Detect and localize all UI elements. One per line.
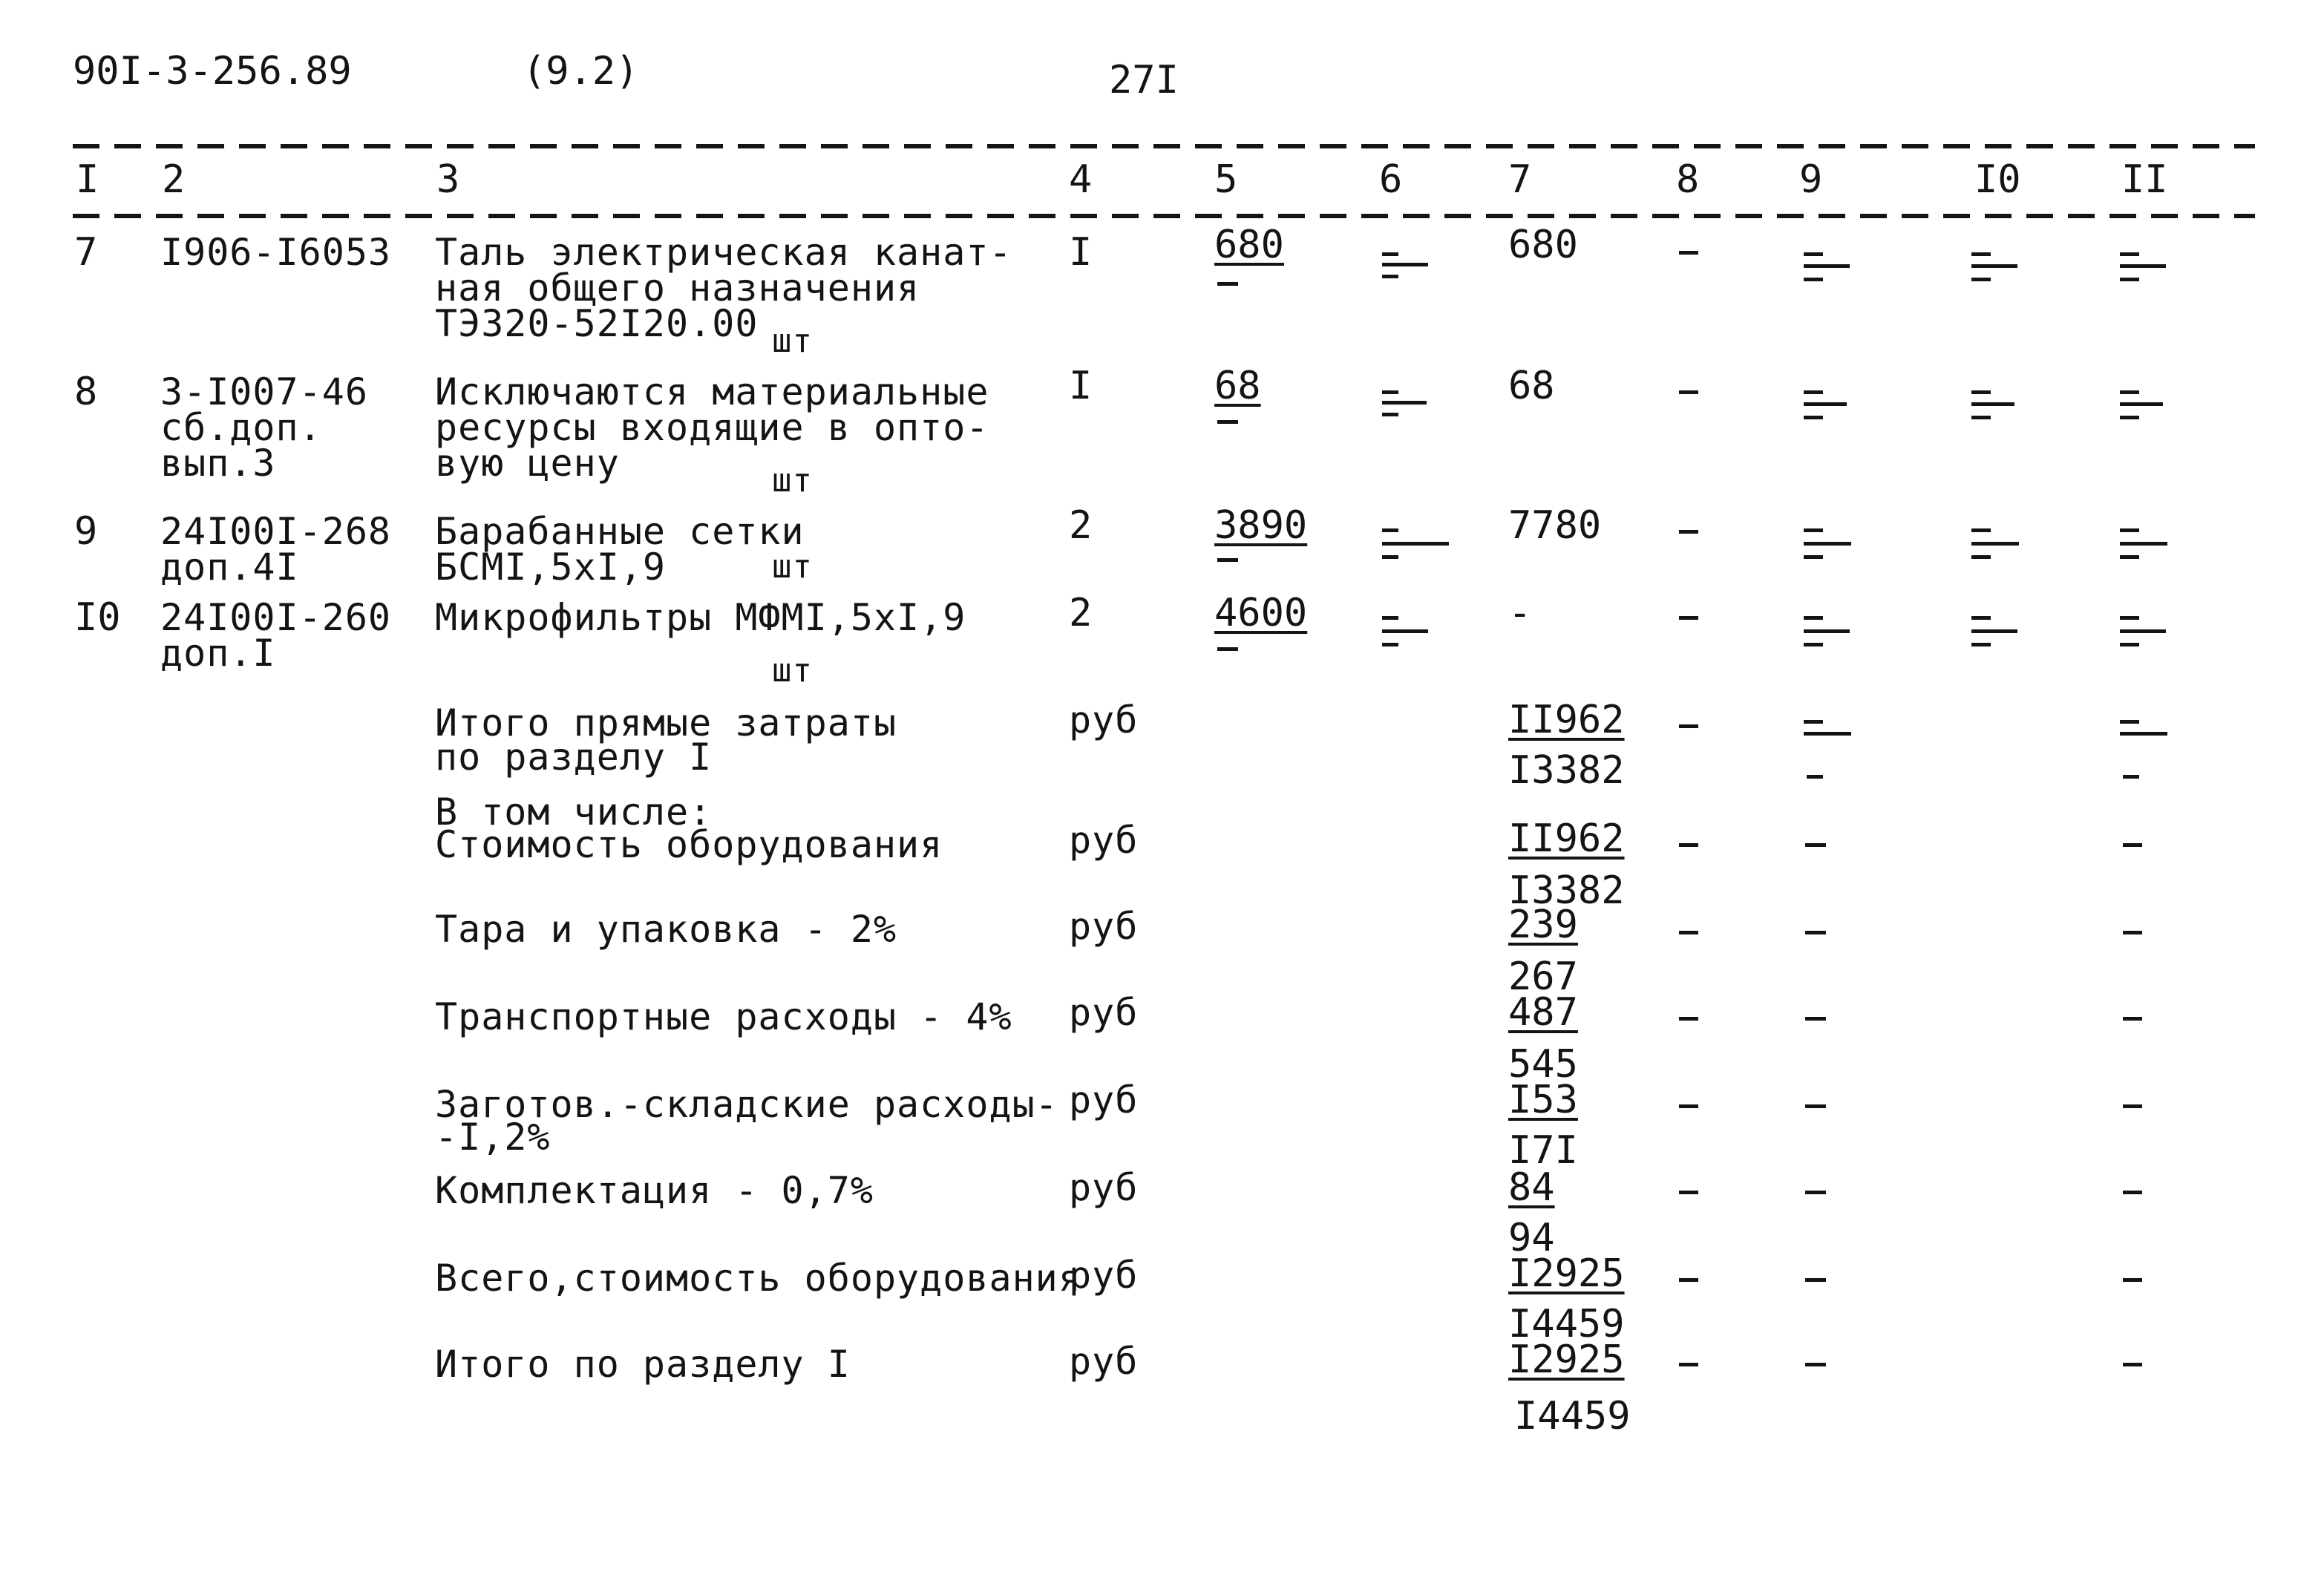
summary-lower-value: I4459 <box>1508 1302 1625 1346</box>
unit-of-measure: шт <box>772 548 813 586</box>
dash-mark <box>1217 647 1238 651</box>
quantity: 2 <box>1069 591 1093 635</box>
summary-upper-value: 487 <box>1508 990 1578 1035</box>
column-header-9: 9 <box>1799 157 1823 202</box>
quantity: I <box>1069 364 1093 408</box>
unit-price: 3890 <box>1214 503 1308 548</box>
equals-mark <box>2120 528 2157 566</box>
summary-upper-value: II962 <box>1508 698 1625 742</box>
summary-label: Заготов.-складские расходы- <box>435 1083 1058 1126</box>
equals-mark <box>1971 252 2009 289</box>
summary-label: Итого по разделу I <box>435 1343 851 1386</box>
summary-label: Тара и упаковка - 2% <box>435 908 897 951</box>
summary-lower-value: 267 <box>1508 955 1578 999</box>
summary-unit: руб <box>1069 1078 1139 1122</box>
row-number: 8 <box>74 370 98 414</box>
dash-mark <box>2123 775 2139 779</box>
unit-of-measure: шт <box>772 462 813 500</box>
equals-mark <box>2120 390 2157 428</box>
summary-unit: руб <box>1069 1340 1139 1383</box>
item-code: 24I00I-260 <box>160 596 392 639</box>
equals-mark <box>1804 252 1841 289</box>
dash-mark <box>2123 931 2142 934</box>
dash-mark <box>1805 1278 1826 1282</box>
dash-mark <box>1679 931 1698 934</box>
dash-mark <box>1679 1363 1698 1366</box>
equals-mark <box>1804 390 1841 428</box>
equals-mark <box>2120 720 2157 757</box>
table-top-rule <box>73 144 2255 148</box>
dash-mark <box>1679 616 1698 620</box>
dash-mark <box>1805 1104 1826 1108</box>
unit-price: 4600 <box>1214 591 1308 635</box>
dash-mark <box>2123 1191 2142 1194</box>
item-code: доп.I <box>160 632 276 675</box>
summary-label: по разделу I <box>435 736 713 779</box>
equals-mark <box>1382 252 1419 289</box>
column-header-1: I <box>76 157 99 202</box>
column-header-6: 6 <box>1379 157 1403 202</box>
summary-lower-value: I7I <box>1508 1128 1578 1173</box>
dash-mark <box>2123 1017 2142 1021</box>
summary-unit: руб <box>1069 991 1139 1034</box>
dash-mark <box>1217 282 1238 286</box>
dash-mark <box>1679 724 1698 728</box>
equals-mark <box>1382 616 1419 653</box>
equals-mark <box>2120 252 2157 289</box>
dash-mark <box>1679 1104 1698 1108</box>
equals-mark <box>1971 616 2009 653</box>
item-description: Таль электрическая канат- <box>435 231 1012 274</box>
item-description: ТЭ320-52I20.00 <box>435 302 759 345</box>
summary-unit: руб <box>1069 698 1139 741</box>
summary-upper-value: II962 <box>1508 816 1625 861</box>
summary-unit: руб <box>1069 1166 1139 1209</box>
item-description: ресурсы входящие в опто- <box>435 406 989 449</box>
unit-of-measure: шт <box>772 652 813 690</box>
dash-mark <box>1805 1191 1826 1194</box>
equals-mark <box>1382 390 1419 428</box>
row-number: 9 <box>74 509 98 554</box>
column-header-10: I0 <box>1974 157 2021 202</box>
summary-label: Комплектация - 0,7% <box>435 1169 874 1212</box>
dash-mark <box>1679 390 1698 394</box>
summary-intro: В том числе: <box>435 790 713 834</box>
equals-mark <box>1804 528 1841 566</box>
quantity: 2 <box>1069 503 1093 548</box>
item-description: Барабанные сетки <box>435 510 805 553</box>
equals-mark <box>1804 616 1841 653</box>
column-header-11: II <box>2121 157 2168 202</box>
column-header-2: 2 <box>162 157 186 202</box>
dash-mark <box>1217 558 1238 562</box>
item-code: I906-I6053 <box>160 231 392 274</box>
dash-mark <box>1805 1017 1826 1021</box>
column-header-8: 8 <box>1676 157 1700 202</box>
document-code: 90I-3-256.89 <box>73 49 352 94</box>
row-number: I0 <box>74 595 121 640</box>
dash-mark <box>1217 420 1238 424</box>
summary-label: -I,2% <box>435 1116 551 1159</box>
summary-lower-value: 94 <box>1508 1216 1555 1260</box>
dash-mark <box>1679 251 1698 255</box>
summary-lower-value: 545 <box>1508 1042 1578 1087</box>
quantity: I <box>1069 230 1093 275</box>
summary-lower-value: I3382 <box>1508 748 1625 793</box>
summary-label: Стоимость оборудования <box>435 823 943 866</box>
dash-mark <box>1805 843 1826 847</box>
equals-mark <box>1971 528 2009 566</box>
column-header-5: 5 <box>1214 157 1238 202</box>
section-number: (9.2) <box>523 49 639 94</box>
unit-price: 680 <box>1214 223 1284 267</box>
equals-mark <box>1971 390 2009 428</box>
dash-mark <box>1679 530 1698 534</box>
dash-mark <box>2123 843 2142 847</box>
item-code: 3-I007-46 <box>160 370 368 413</box>
column-header-4: 4 <box>1069 157 1093 202</box>
summary-unit: руб <box>1069 819 1139 862</box>
column-header-3: 3 <box>436 157 460 202</box>
page-number: 27I <box>1109 58 1179 102</box>
dash-mark <box>1805 931 1826 934</box>
dash-mark <box>2123 1104 2142 1108</box>
dash-mark <box>1679 1191 1698 1194</box>
summary-upper-value: 239 <box>1508 903 1578 947</box>
dash-mark <box>1679 1017 1698 1021</box>
item-code: доп.4I <box>160 546 299 589</box>
dash-mark <box>1679 843 1698 847</box>
row-number: 7 <box>74 230 98 275</box>
item-description: ная общего назначения <box>435 266 920 310</box>
summary-label: Транспортные расходы - 4% <box>435 995 1012 1038</box>
summary-upper-value: 84 <box>1508 1165 1555 1210</box>
item-description: БСМI,5хI,9 <box>435 546 667 589</box>
summary-lower-value: I3382 <box>1508 868 1625 913</box>
dash-mark <box>2123 1363 2142 1366</box>
item-description: вую цену <box>435 442 620 485</box>
summary-upper-value: I2925 <box>1508 1251 1625 1296</box>
summary-label: Итого прямые затраты <box>435 701 897 744</box>
summary-upper-value: I53 <box>1508 1078 1578 1122</box>
equals-mark <box>1382 528 1419 566</box>
summary-lower-value: I4459 <box>1514 1394 1631 1438</box>
dash-mark <box>1807 775 1823 779</box>
summary-upper-value: I2925 <box>1508 1338 1625 1382</box>
column-header-7: 7 <box>1508 157 1532 202</box>
summary-label: Всего,стоимость оборудования <box>435 1257 1081 1300</box>
unit-of-measure: шт <box>772 322 813 360</box>
summary-unit: руб <box>1069 1254 1139 1297</box>
dash-mark <box>2123 1278 2142 1282</box>
total-cost: - <box>1508 591 1532 635</box>
item-code: вып.3 <box>160 442 276 485</box>
table-header-rule <box>73 214 2255 218</box>
item-description: Микрофильтры МФМI,5хI,9 <box>435 596 966 639</box>
summary-unit: руб <box>1069 905 1139 948</box>
total-cost: 68 <box>1508 364 1555 408</box>
item-code: сб.доп. <box>160 406 322 449</box>
total-cost: 680 <box>1508 223 1578 267</box>
item-description: Исключаются материальные <box>435 370 989 413</box>
unit-price: 68 <box>1214 364 1261 408</box>
dash-mark <box>1805 1363 1826 1366</box>
equals-mark <box>2120 616 2157 653</box>
equals-mark <box>1804 720 1841 757</box>
item-code: 24I00I-268 <box>160 510 392 553</box>
dash-mark <box>1679 1278 1698 1282</box>
total-cost: 7780 <box>1508 503 1602 548</box>
